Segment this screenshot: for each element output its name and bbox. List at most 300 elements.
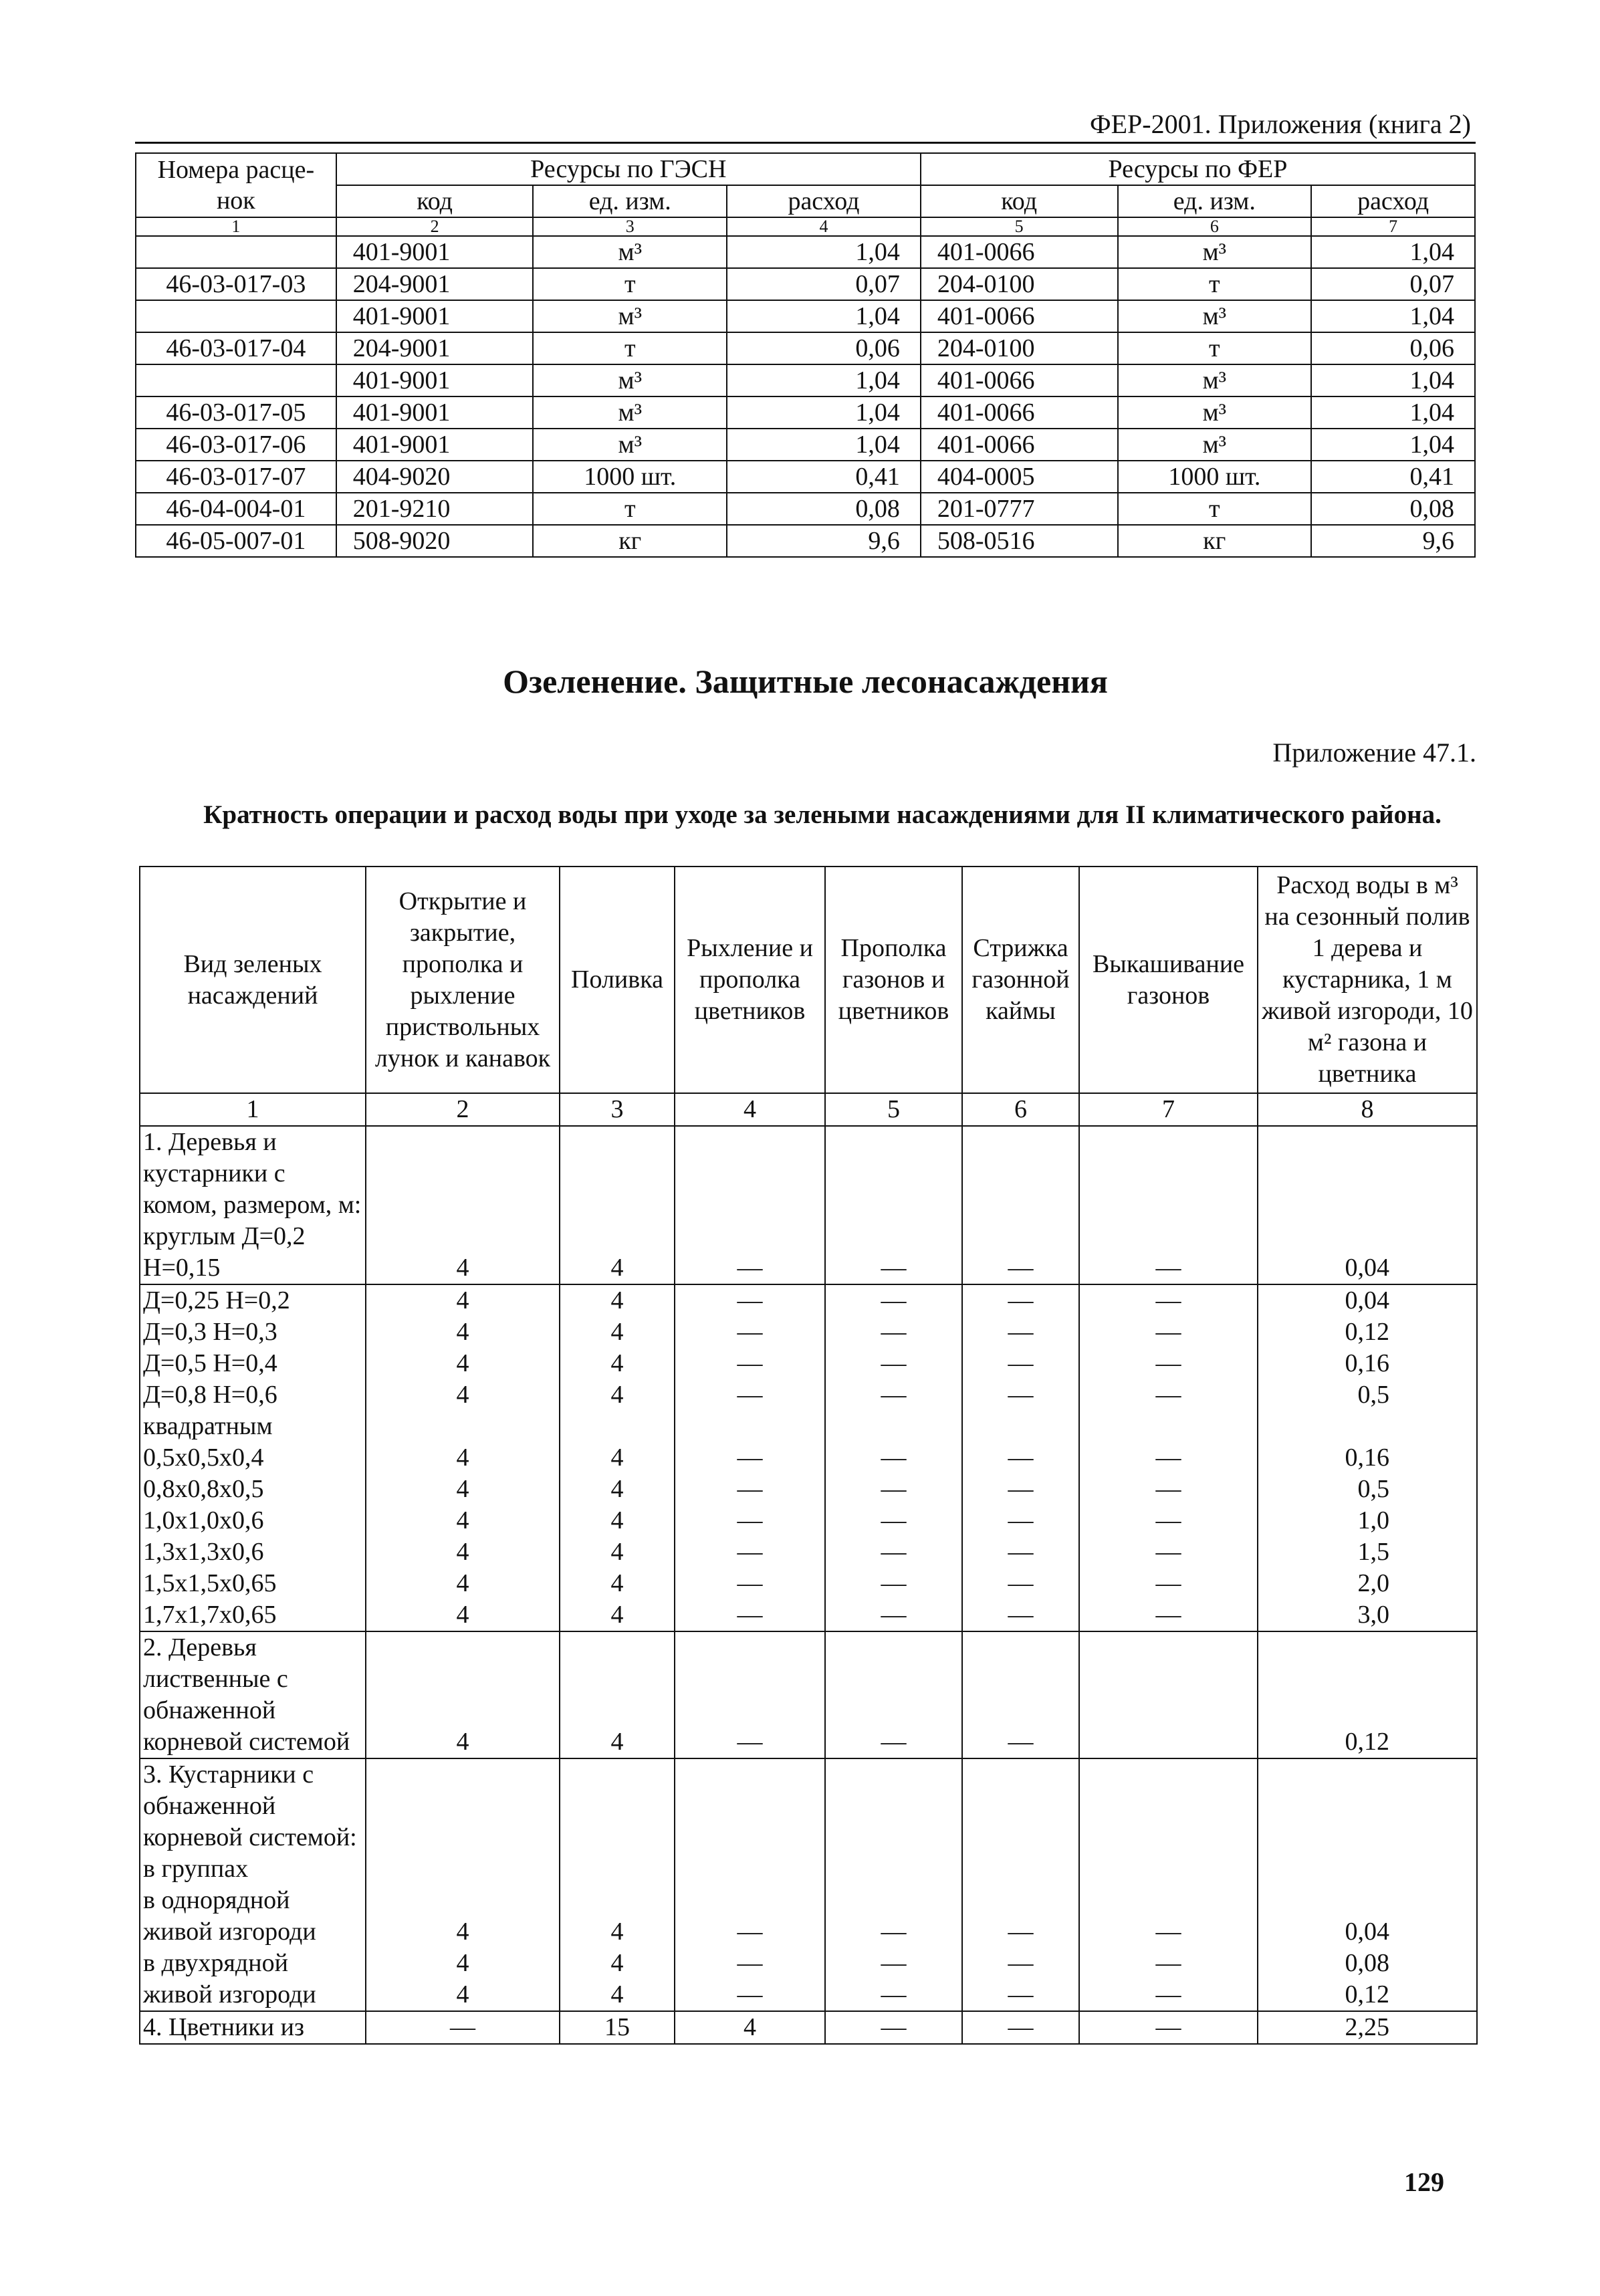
table-cell: 1,04 [1311, 300, 1475, 332]
value-cell [675, 1758, 825, 2011]
header-unit: ед. изм. [1118, 185, 1312, 217]
value-line [372, 1411, 554, 1442]
value-line: 4 [610, 1444, 624, 1472]
column-numbers-row [140, 1093, 1477, 1126]
page-number: 129 [1404, 2167, 1444, 2197]
table-group [140, 1126, 1477, 1284]
value-line: — [881, 2013, 907, 2041]
value-line: — [881, 1381, 907, 1409]
plant-type-line: Д=0,5 Н=0,4 [143, 1349, 277, 1377]
table-cell: т [1118, 268, 1312, 300]
value-cell [962, 1631, 1079, 1758]
value-line: 4 [456, 1601, 469, 1629]
table-cell: т [1118, 493, 1312, 525]
table-cell: 1,04 [1311, 396, 1475, 429]
table-cell: м³ [1118, 300, 1312, 332]
table-cell: 508-0516 [921, 525, 1118, 557]
plant-type-line: 1,5х1,5х0,65 [143, 1569, 277, 1597]
value-line: 4 [456, 1286, 469, 1314]
table-cell: м³ [533, 429, 727, 461]
header-unit: ед. изм. [533, 185, 727, 217]
table-cell: м³ [1118, 236, 1312, 268]
table-row [136, 236, 1475, 268]
value-line: 2,25 [1345, 2013, 1389, 2041]
value-line: — [737, 1506, 763, 1534]
value-line: — [1008, 1728, 1034, 1756]
value-line: — [1155, 1601, 1181, 1629]
table-row [136, 396, 1475, 429]
value-cell [1079, 1631, 1258, 1758]
value-line: 4 [610, 1728, 624, 1756]
value-line: 4 [610, 1569, 624, 1597]
value-line: — [881, 1918, 907, 1946]
value-line: — [881, 1286, 907, 1314]
value-line: — [881, 1601, 907, 1629]
header-water-use: Расход воды в м³ на сезонный полив 1 дерева и кустарника, 1 м живой изгороди, 10 м² газона и цветника [1258, 867, 1477, 1093]
value-cell [1079, 1758, 1258, 2011]
table-cell: м³ [1118, 396, 1312, 429]
table-group [140, 1758, 1477, 2011]
header-watering: Поливка [560, 867, 675, 1093]
value-cell [1258, 1631, 1477, 1758]
value-line: 4 [610, 1949, 624, 1977]
col-num: 7 [1079, 1093, 1258, 1126]
value-line: — [1008, 1569, 1034, 1597]
value-line: — [881, 1728, 907, 1756]
value-cell [560, 1631, 675, 1758]
plant-type-line: в двухрядной живой изгороди [143, 1949, 316, 2008]
value-cell [1258, 1126, 1477, 1284]
table-cell: т [533, 268, 727, 300]
table-cell: 1,04 [727, 236, 921, 268]
table-row [136, 268, 1475, 300]
value-line: — [881, 1980, 907, 2008]
value-line: 4 [610, 1318, 624, 1346]
plant-type-cell [140, 1631, 366, 1758]
header-trimming: Стрижка газонной каймы [962, 867, 1079, 1093]
table-cell: 204-0100 [921, 268, 1118, 300]
plant-type-line: квадратным [143, 1412, 273, 1440]
table-cell: 401-0066 [921, 396, 1118, 429]
value-line: — [737, 1349, 763, 1377]
value-line: — [737, 1381, 763, 1409]
value-line: — [737, 1286, 763, 1314]
table-cell: 1,04 [727, 300, 921, 332]
table-cell: 0,41 [1311, 461, 1475, 493]
value-line: — [1008, 1318, 1034, 1346]
running-header: ФЕР-2001. Приложения (книга 2) [1090, 109, 1471, 139]
value-cell [825, 2011, 962, 2044]
header-rule [135, 142, 1476, 144]
value-line: — [881, 1349, 907, 1377]
value-line: — [1008, 1475, 1034, 1503]
table-cell: 1000 шт. [1118, 461, 1312, 493]
rate-number-cell: 46-03-017-04 [136, 332, 336, 364]
header-fer: Ресурсы по ФЕР [921, 153, 1475, 185]
value-line: 0,5 [1357, 1475, 1389, 1503]
table-cell: 0,06 [727, 332, 921, 364]
value-line: — [737, 1949, 763, 1977]
table-cell: т [1118, 332, 1312, 364]
plant-type-line: в однорядной живой изгороди [143, 1886, 316, 1946]
value-line: 2,0 [1357, 1569, 1389, 1597]
table-cell: 508-9020 [336, 525, 534, 557]
value-line: — [1008, 1949, 1034, 1977]
plant-type-line: 1,0х1,0х0,6 [143, 1506, 264, 1534]
table-cell: 401-9001 [336, 300, 534, 332]
value-line: 4 [610, 1918, 624, 1946]
table-cell: 1,04 [1311, 364, 1475, 396]
table-cell: 401-9001 [336, 236, 534, 268]
value-line: 1,5 [1357, 1538, 1389, 1566]
table-cell: 9,6 [727, 525, 921, 557]
appendix-label: Приложение 47.1. [1272, 737, 1476, 768]
value-line: 4 [456, 1538, 469, 1566]
header-code: код [921, 185, 1118, 217]
table-cell: 1,04 [727, 396, 921, 429]
value-line: 0,16 [1345, 1444, 1389, 1472]
table-cell: 1,04 [727, 429, 921, 461]
table-cell: кг [1118, 525, 1312, 557]
table-caption: Кратность операции и расход воды при уходе за зелеными насаждениями для II климатического района. [203, 800, 1442, 829]
table-cell: 401-0066 [921, 364, 1118, 396]
value-line: — [1155, 1949, 1181, 1977]
value-cell [366, 1758, 560, 2011]
rate-number-cell: 46-03-017-05 [136, 396, 336, 429]
table-cell: т [533, 493, 727, 525]
value-line: 4 [456, 1349, 469, 1377]
plant-type-cell [140, 1758, 366, 2011]
header-loosening: Рыхление и прополка цветников [675, 867, 825, 1093]
value-cell [366, 1126, 560, 1284]
table-cell: 1,04 [727, 364, 921, 396]
value-line: 0,12 [1345, 1318, 1389, 1346]
header-code: код [336, 185, 534, 217]
plant-type-line: 1,7х1,7х0,65 [143, 1601, 277, 1629]
value-line: — [881, 1475, 907, 1503]
col-num: 8 [1258, 1093, 1477, 1126]
value-line: 4 [456, 1475, 469, 1503]
value-line: 0,04 [1345, 1918, 1389, 1946]
value-line [681, 1411, 819, 1442]
header-opening: Открытие и закрытие, прополка и рыхление приствольных лунок и канавок [366, 867, 560, 1093]
col-num: 3 [533, 217, 727, 236]
value-line: — [737, 1475, 763, 1503]
value-line: — [1155, 1286, 1181, 1314]
table-row [136, 493, 1475, 525]
table-cell: 1,04 [1311, 236, 1475, 268]
table-cell: 401-9001 [336, 429, 534, 461]
rate-number-cell: 46-03-017-06 [136, 429, 336, 461]
table-cell: 401-0066 [921, 236, 1118, 268]
value-line [1085, 1726, 1252, 1758]
value-line: — [737, 1569, 763, 1597]
value-line: 0,16 [1345, 1349, 1389, 1377]
plant-type-line: 4. Цветники из [143, 2013, 304, 2041]
value-cell [1079, 1284, 1258, 1631]
value-line: — [1155, 1318, 1181, 1346]
value-cell [825, 1631, 962, 1758]
value-cell [560, 1126, 675, 1284]
value-line: — [737, 1254, 763, 1282]
value-line: — [881, 1538, 907, 1566]
resources-table [135, 152, 1476, 558]
value-line: 4 [610, 1506, 624, 1534]
table-cell: 401-0066 [921, 429, 1118, 461]
value-line: 4 [456, 1506, 469, 1534]
value-line: — [881, 1318, 907, 1346]
value-line: 1,0 [1357, 1506, 1389, 1534]
value-line: — [737, 1728, 763, 1756]
value-line: — [1008, 1538, 1034, 1566]
value-line: 4 [456, 1318, 469, 1346]
value-line: — [737, 1538, 763, 1566]
value-cell [675, 1631, 825, 1758]
table-cell: м³ [533, 236, 727, 268]
table-cell: 0,06 [1311, 332, 1475, 364]
plant-type-line: Д=0,25 Н=0,2 [143, 1286, 290, 1314]
value-line: — [1155, 1538, 1181, 1566]
value-cell [560, 1284, 675, 1631]
value-line: — [1008, 1980, 1034, 2008]
value-line: — [737, 1980, 763, 2008]
table-row [136, 525, 1475, 557]
plant-type-line: Д=0,8 Н=0,6 [143, 1381, 277, 1409]
value-line: — [881, 1949, 907, 1977]
table-cell: 9,6 [1311, 525, 1475, 557]
value-cell [675, 2011, 825, 2044]
plant-type-cell [140, 2011, 366, 2044]
value-cell [366, 1631, 560, 1758]
table-cell: т [533, 332, 727, 364]
value-line: 4 [456, 1254, 469, 1282]
col-num: 5 [825, 1093, 962, 1126]
table-row [136, 461, 1475, 493]
table-cell: 401-9001 [336, 364, 534, 396]
value-line [968, 1411, 1073, 1442]
value-line [1264, 1411, 1389, 1442]
value-line: — [1008, 1918, 1034, 1946]
value-line: — [1155, 1918, 1181, 1946]
col-num: 2 [366, 1093, 560, 1126]
table-row [136, 429, 1475, 461]
value-cell [675, 1126, 825, 1284]
table-cell: м³ [533, 300, 727, 332]
table-cell: 0,07 [727, 268, 921, 300]
value-cell [1258, 1758, 1477, 2011]
plant-type-line: Д=0,3 Н=0,3 [143, 1318, 277, 1346]
table-cell: м³ [533, 396, 727, 429]
table-cell: м³ [1118, 429, 1312, 461]
value-line: — [737, 1444, 763, 1472]
rate-number-cell: 46-05-007-01 [136, 525, 336, 557]
value-line: — [1008, 1381, 1034, 1409]
value-cell [1258, 2011, 1477, 2044]
table-cell: 404-9020 [336, 461, 534, 493]
plant-type-line: 3. Кустарники с обнаженной корневой системой: в группах [143, 1760, 357, 1883]
value-line: — [737, 1601, 763, 1629]
col-num: 5 [921, 217, 1118, 236]
value-line: 4 [610, 1349, 624, 1377]
value-cell [962, 2011, 1079, 2044]
rate-number-cell [136, 236, 336, 268]
table-cell: 1,04 [1311, 429, 1475, 461]
value-line: 4 [456, 1381, 469, 1409]
header-mowing: Выкашивание газонов [1079, 867, 1258, 1093]
table-cell: м³ [533, 364, 727, 396]
value-line: 4 [456, 1980, 469, 2008]
table-cell: 401-9001 [336, 396, 534, 429]
col-num: 6 [1118, 217, 1312, 236]
rate-number-cell: 46-04-004-01 [136, 493, 336, 525]
col-num: 1 [136, 217, 336, 236]
value-line: 4 [610, 1475, 624, 1503]
table-cell: 401-0066 [921, 300, 1118, 332]
value-line: — [1008, 1286, 1034, 1314]
value-line: 4 [610, 1254, 624, 1282]
table-cell: 201-0777 [921, 493, 1118, 525]
table-row [136, 364, 1475, 396]
header-num: Номера расце-нок [136, 153, 336, 217]
header-gesn: Ресурсы по ГЭСН [336, 153, 921, 185]
rate-number-cell [136, 300, 336, 332]
plant-type-line: 0,5х0,5х0,4 [143, 1444, 264, 1472]
value-line: 0,08 [1345, 1949, 1389, 1977]
table-cell: м³ [1118, 364, 1312, 396]
value-line: — [1155, 1475, 1181, 1503]
table-row [136, 300, 1475, 332]
value-line: 4 [610, 1601, 624, 1629]
value-line: 0,04 [1345, 1286, 1389, 1314]
value-line: — [737, 1318, 763, 1346]
care-table [139, 866, 1478, 2045]
value-line [566, 1411, 669, 1442]
col-num: 2 [336, 217, 534, 236]
value-line [1085, 1411, 1252, 1442]
value-line: 4 [456, 1949, 469, 1977]
value-line: — [1008, 1254, 1034, 1282]
value-line: — [1155, 1980, 1181, 2008]
table-cell: 0,07 [1311, 268, 1475, 300]
value-line: — [1155, 1381, 1181, 1409]
value-line: — [1155, 2013, 1181, 2041]
table-group [140, 2011, 1477, 2044]
value-line: 4 [456, 1444, 469, 1472]
column-numbers-row [136, 217, 1475, 236]
table-cell: кг [533, 525, 727, 557]
rate-number-cell [136, 364, 336, 396]
value-line: 0,12 [1345, 1980, 1389, 2008]
header-plant-type: Вид зеленых насаждений [140, 867, 366, 1093]
value-line: 4 [610, 1980, 624, 2008]
table-cell: 204-9001 [336, 268, 534, 300]
value-cell [825, 1758, 962, 2011]
value-line: — [1008, 1349, 1034, 1377]
value-cell [366, 2011, 560, 2044]
value-line: — [1008, 1506, 1034, 1534]
header-rate: расход [727, 185, 921, 217]
value-line: 4 [610, 1381, 624, 1409]
col-num: 7 [1311, 217, 1475, 236]
table-row [136, 332, 1475, 364]
value-line: 4 [456, 1569, 469, 1597]
table-cell: 201-9210 [336, 493, 534, 525]
value-line: 15 [604, 2013, 630, 2041]
value-cell [560, 2011, 675, 2044]
table-cell: 1000 шт. [533, 461, 727, 493]
value-cell [825, 1284, 962, 1631]
value-line: 4 [456, 1728, 469, 1756]
header-rate: расход [1311, 185, 1475, 217]
value-cell [1258, 1284, 1477, 1631]
header-weeding: Прополка газонов и цветников [825, 867, 962, 1093]
table-cell: 204-0100 [921, 332, 1118, 364]
value-line: — [1008, 1601, 1034, 1629]
value-line [831, 1411, 956, 1442]
value-line: — [1155, 1569, 1181, 1597]
col-num: 4 [727, 217, 921, 236]
value-cell [1079, 1126, 1258, 1284]
value-line: — [1155, 1444, 1181, 1472]
plant-type-line: 1,3х1,3х0,6 [143, 1538, 264, 1566]
value-line: — [881, 1444, 907, 1472]
value-line: — [1155, 1254, 1181, 1282]
value-line: — [1008, 2013, 1034, 2041]
value-line: — [881, 1569, 907, 1597]
value-line: — [737, 1918, 763, 1946]
table-group [140, 1631, 1477, 1758]
value-line: — [450, 2013, 475, 2041]
value-cell [962, 1758, 1079, 2011]
value-cell [560, 1758, 675, 2011]
value-line: 4 [610, 1286, 624, 1314]
rate-number-cell: 46-03-017-03 [136, 268, 336, 300]
plant-type-cell [140, 1126, 366, 1284]
value-cell [366, 1284, 560, 1631]
rate-number-cell: 46-03-017-07 [136, 461, 336, 493]
col-num: 4 [675, 1093, 825, 1126]
table-cell: 404-0005 [921, 461, 1118, 493]
value-line: 4 [744, 2013, 756, 2041]
table-cell: 0,41 [727, 461, 921, 493]
value-line: — [881, 1506, 907, 1534]
value-line: — [881, 1254, 907, 1282]
value-cell [675, 1284, 825, 1631]
value-line: — [1155, 1349, 1181, 1377]
col-num: 3 [560, 1093, 675, 1126]
plant-type-line: 0,8х0,8х0,5 [143, 1475, 264, 1503]
value-line: 3,0 [1357, 1601, 1389, 1629]
value-cell [825, 1126, 962, 1284]
plant-type-cell [140, 1284, 366, 1631]
section-title: Озеленение. Защитные лесонасаждения [503, 663, 1108, 700]
table-cell: 0,08 [1311, 493, 1475, 525]
value-line: — [1155, 1506, 1181, 1534]
table-cell: 204-9001 [336, 332, 534, 364]
plant-type-line: 1. Деревья и кустарники с комом, размером, м: круглым Д=0,2 Н=0,15 [143, 1128, 362, 1282]
value-line: 4 [456, 1918, 469, 1946]
value-line: 0,04 [1345, 1254, 1389, 1282]
value-line: — [1008, 1444, 1034, 1472]
plant-type-line: 2. Деревья лиственные с обнаженной корневой системой [143, 1633, 350, 1756]
col-num: 6 [962, 1093, 1079, 1126]
value-line: 4 [610, 1538, 624, 1566]
col-num: 1 [140, 1093, 366, 1126]
value-cell [962, 1126, 1079, 1284]
value-line: 0,5 [1357, 1381, 1389, 1409]
table-group [140, 1284, 1477, 1631]
value-cell [962, 1284, 1079, 1631]
